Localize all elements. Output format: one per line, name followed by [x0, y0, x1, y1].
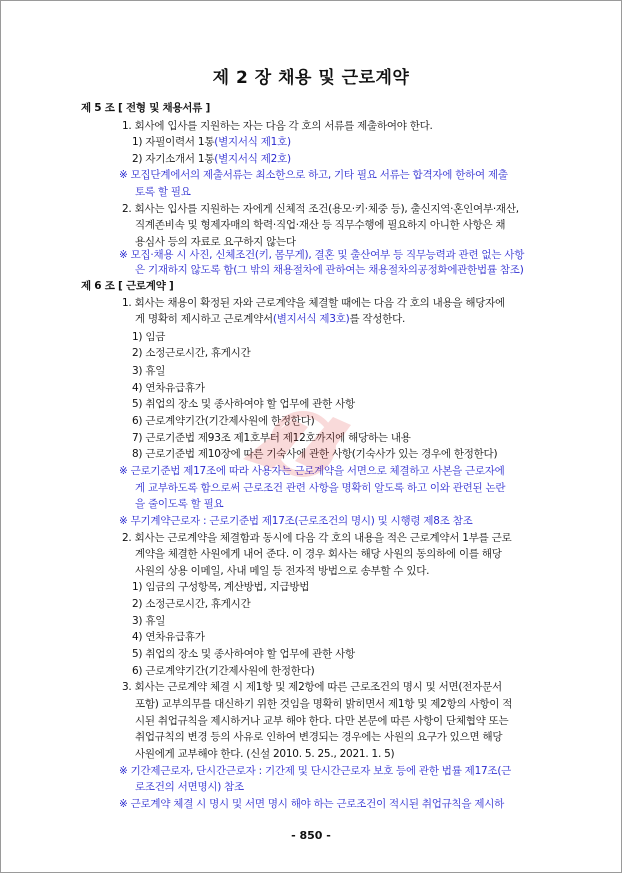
- note-line: [119, 514, 473, 528]
- text-line: [132, 330, 165, 344]
- text-line: [135, 714, 508, 728]
- text-line: [132, 381, 205, 395]
- text-line: [135, 235, 296, 249]
- line-text: 1. 회사에 입사를 지원하는 자는 다음 각 호의 서류를 제출하여야 한다.: [122, 120, 433, 132]
- line-text: 계약을 체결한 사원에게 내어 준다. 이 경우 회사는 해당 사원의 동의하에 이를 해당: [135, 548, 502, 560]
- line-text: 5) 취업의 장소 및 종사하여야 할 업무에 관한 사항: [132, 398, 355, 410]
- line-text: 5) 취업의 장소 및 종사하여야 할 업무에 관한 사항: [132, 648, 355, 660]
- text-line: [132, 135, 291, 149]
- text-line: [132, 152, 291, 166]
- line-text: 을 줄이도록 할 필요: [135, 498, 224, 510]
- line-text: 사원의 상용 이메일, 사내 메일 등 전자적 방법으로 송부할 수 있다.: [135, 565, 430, 577]
- text-line: [122, 296, 505, 310]
- text-line: [135, 218, 505, 232]
- line-text: 8) 근로기준법 제10장에 따른 기숙사에 관한 사항(기숙사가 있는 경우에 한정한다): [132, 448, 498, 460]
- chapter-title: 제 2 장 채용 및 근로계약: [212, 68, 410, 88]
- text-line: [122, 531, 511, 545]
- line-text: 4) 연차유급휴가: [132, 382, 205, 394]
- line-text: 3. 회사는 근로계약 체결 시 제1항 및 제2항에 따른 근로조건의 명시 및 서면(전자문서: [122, 681, 502, 693]
- text-line: [132, 447, 497, 461]
- line-text: 제 6 조 [ 근로계약 ]: [81, 280, 174, 292]
- text-line: [132, 364, 165, 378]
- text-line: [132, 614, 165, 628]
- note-line: [119, 248, 524, 262]
- note-line: [119, 168, 508, 182]
- line-text: 토록 할 필요: [135, 186, 191, 198]
- note-line: [119, 764, 511, 778]
- line-text-tail: 를 작성한다.: [349, 313, 406, 325]
- note-line: [119, 464, 505, 478]
- text-line: [132, 431, 411, 445]
- line-text: 게 교부하도록 함으로써 근로조건 관련 사항을 명확히 알도록 하고 이와 관련된 논란: [135, 482, 506, 494]
- text-line: [132, 664, 314, 678]
- line-text: 취업규칙의 변경 등의 사유로 인하여 변경되는 경우에는 사원의 요구가 있으면 해당: [135, 731, 503, 743]
- text-line: [132, 580, 309, 594]
- line-text: 사원에게 교부해야 한다. (신설 2010. 5. 25., 2021. 1. 5): [135, 748, 395, 760]
- note-line: [135, 263, 524, 277]
- line-text: 3) 휴일: [132, 615, 166, 627]
- line-text: 4) 연차유급휴가: [132, 631, 205, 643]
- form-reference: (별지서식 제3호): [272, 313, 350, 325]
- line-text: ※ 무기계약근로자 : 근로기준법 제17조(근로조건의 명시) 및 시행령 제8조 참조: [119, 515, 473, 527]
- line-text: 로조건의 서면명시) 참조: [135, 781, 244, 793]
- line-text: ※ 기간제근로자, 단시간근로자 : 기간제 및 단시간근로자 보호 등에 관한 법률 제17조(근: [119, 765, 512, 777]
- text-line: [132, 397, 355, 411]
- note-line: [119, 797, 504, 811]
- line-text: 직계존비속 및 형제자매의 학력·직업·재산 등 직무수행에 필요하지 아니한 사항은 채: [135, 219, 506, 231]
- line-text: ※ 근로기준법 제17조에 따라 사용자는 근로계약을 서면으로 체결하고 사본을 근로자에: [119, 465, 505, 477]
- line-text: ※ 근로계약 체결 시 명시 및 서면 명시 해야 하는 근로조건이 적시된 취업규칙을 제시하: [119, 798, 505, 810]
- line-text: 1. 회사는 채용이 확정된 자와 근로계약을 체결할 때에는 다음 각 호의 내용을 해당자에: [122, 297, 505, 309]
- line-text: 1) 임금의 구성항목, 계산방법, 지급방법: [132, 581, 310, 593]
- line-text: ※ 모집·채용 시 사진, 신체조건(키, 몸무게), 결혼 및 출산여부 등 직무능력과 관련 없는 사항: [119, 249, 525, 261]
- line-text: 용심사 등의 자료로 요구하지 않는다: [135, 236, 296, 248]
- line-text: 제 5 조 [ 전형 및 채용서류 ]: [81, 102, 211, 114]
- text-line: [132, 647, 355, 661]
- note-line: [135, 780, 244, 794]
- line-text: 시된 취업규칙을 제시하거나 교부 해야 한다. 다만 본문에 따른 사항이 단체협약 또는: [135, 715, 509, 727]
- line-text: 게 명확히 제시하고 근로계약서: [135, 313, 273, 325]
- note-line: [135, 185, 191, 199]
- line-text: ※ 모집단계에서의 제출서류는 최소한으로 하고, 기타 필요 서류는 합격자에 한하여 제출: [119, 169, 508, 181]
- line-text: 2. 회사는 입사를 지원하는 자에게 신체적 조건(용모·키·체중 등), 출신지역·혼인여부·재산,: [122, 203, 519, 215]
- article-heading: [81, 279, 174, 293]
- text-line: [135, 747, 394, 761]
- page-number: - 850 -: [291, 829, 331, 842]
- text-line: [122, 202, 519, 216]
- text-line: [132, 630, 205, 644]
- line-text: 6) 근로계약기간(기간제사원에 한정한다): [132, 415, 315, 427]
- form-reference: (별지서식 제2호): [214, 153, 291, 165]
- article-heading: [81, 101, 210, 115]
- text-line: [135, 312, 405, 326]
- line-text: 7) 근로기준법 제93조 제1호부터 제12호까지에 해당하는 내용: [132, 432, 411, 444]
- text-line: [132, 346, 250, 360]
- note-line: [135, 481, 505, 495]
- line-text: 1) 자필이력서 1통: [132, 136, 215, 148]
- line-text: 2) 소정근로시간, 휴게시간: [132, 598, 251, 610]
- line-text: 포함) 교부의무를 대신하기 위한 것임을 명확히 밝히면서 제1항 및 제2항의 사항이 적: [135, 698, 513, 710]
- text-line: [135, 730, 502, 744]
- line-text: 2) 소정근로시간, 휴게시간: [132, 347, 251, 359]
- line-text: 2) 자기소개서 1통: [132, 153, 215, 165]
- line-text: 3) 휴일: [132, 365, 166, 377]
- form-reference: (별지서식 제1호): [214, 136, 291, 148]
- text-line: [122, 119, 433, 133]
- text-line: [132, 414, 314, 428]
- line-text: 2. 회사는 근로계약을 체결함과 동시에 다음 각 호의 내용을 적은 근로계약서 1부를 근로: [122, 532, 512, 544]
- note-line: [135, 497, 223, 511]
- text-line: [122, 680, 502, 694]
- text-line: [135, 547, 502, 561]
- line-text: 1) 임금: [132, 331, 166, 343]
- line-text: 6) 근로계약기간(기간제사원에 한정한다): [132, 665, 315, 677]
- text-line: [135, 564, 429, 578]
- text-line: [135, 697, 512, 711]
- line-text: 은 기재하지 않도록 함(그 밖의 채용절차에 관하여는 채용절차의공정화에관한법률 참조): [135, 264, 524, 276]
- text-line: [132, 597, 250, 611]
